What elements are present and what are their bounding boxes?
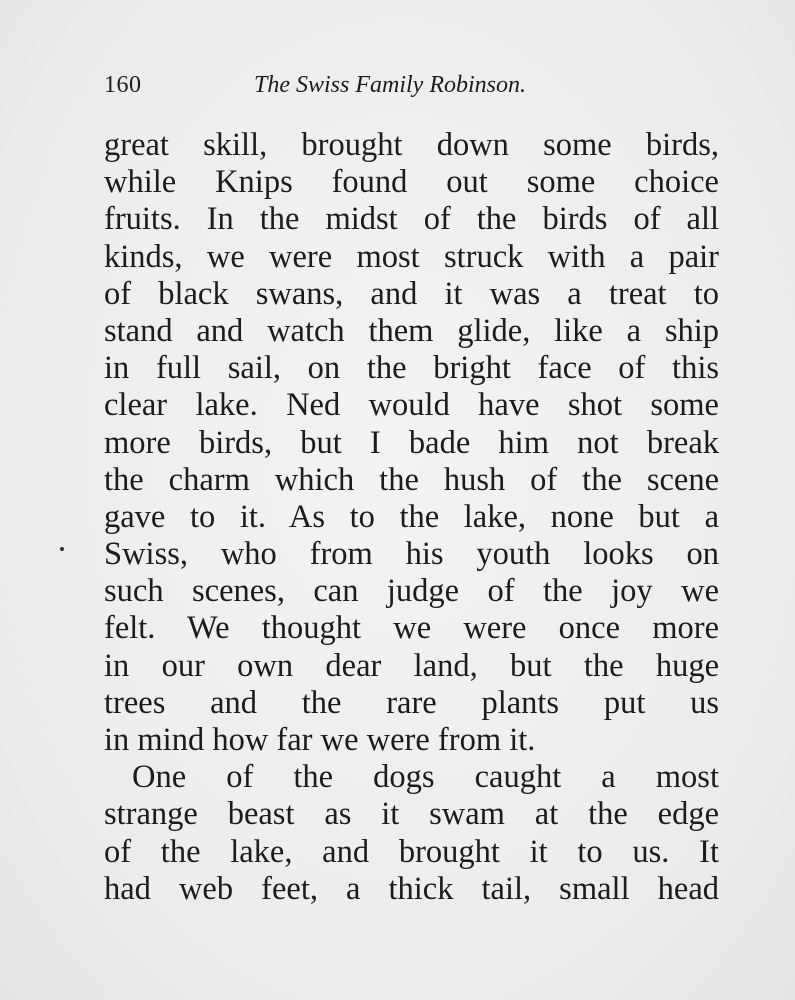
text-line: in full sail, on the bright face of this: [104, 350, 719, 387]
text-line: gave to it. As to the lake, none but a: [104, 498, 719, 535]
text-line: stand and watch them glide, like a ship: [104, 312, 719, 349]
text-line: One of the dogs caught a most: [132, 759, 719, 796]
text-line: while Knips found out some choice: [104, 164, 719, 201]
text-line: clear lake. Ned would have shot some: [104, 387, 719, 424]
running-title: The Swiss Family Robinson.: [254, 72, 527, 98]
text-line: the charm which the hush of the scene: [104, 461, 719, 498]
text-line: in mind how far we were from it.: [104, 722, 536, 758]
text-line: trees and the rare plants put us: [104, 684, 719, 721]
text-line: more birds, but I bade him not break: [104, 424, 719, 461]
text-line: great skill, brought down some birds,: [104, 127, 719, 163]
text-line: had web feet, a thick tail, small head: [104, 870, 719, 907]
text-line: in our own dear land, but the huge: [104, 647, 719, 684]
text-line: Swiss, who from his youth looks on: [104, 536, 719, 573]
text-line: fruits. In the midst of the birds of all: [104, 201, 719, 238]
page-header: [104, 68, 719, 108]
text-line: felt. We thought we were once more: [104, 610, 719, 647]
text-line: of the lake, and brought it to us. It: [104, 833, 719, 870]
text-line: such scenes, can judge of the joy we: [104, 573, 719, 610]
margin-mark: [60, 547, 64, 551]
text-line: of black swans, and it was a treat to: [104, 275, 719, 312]
page-number: 160: [104, 72, 142, 98]
text-line: kinds, we were most struck with a pair: [104, 238, 719, 275]
text-line: strange beast as it swam at the edge: [104, 796, 719, 833]
body-text: [104, 127, 719, 908]
